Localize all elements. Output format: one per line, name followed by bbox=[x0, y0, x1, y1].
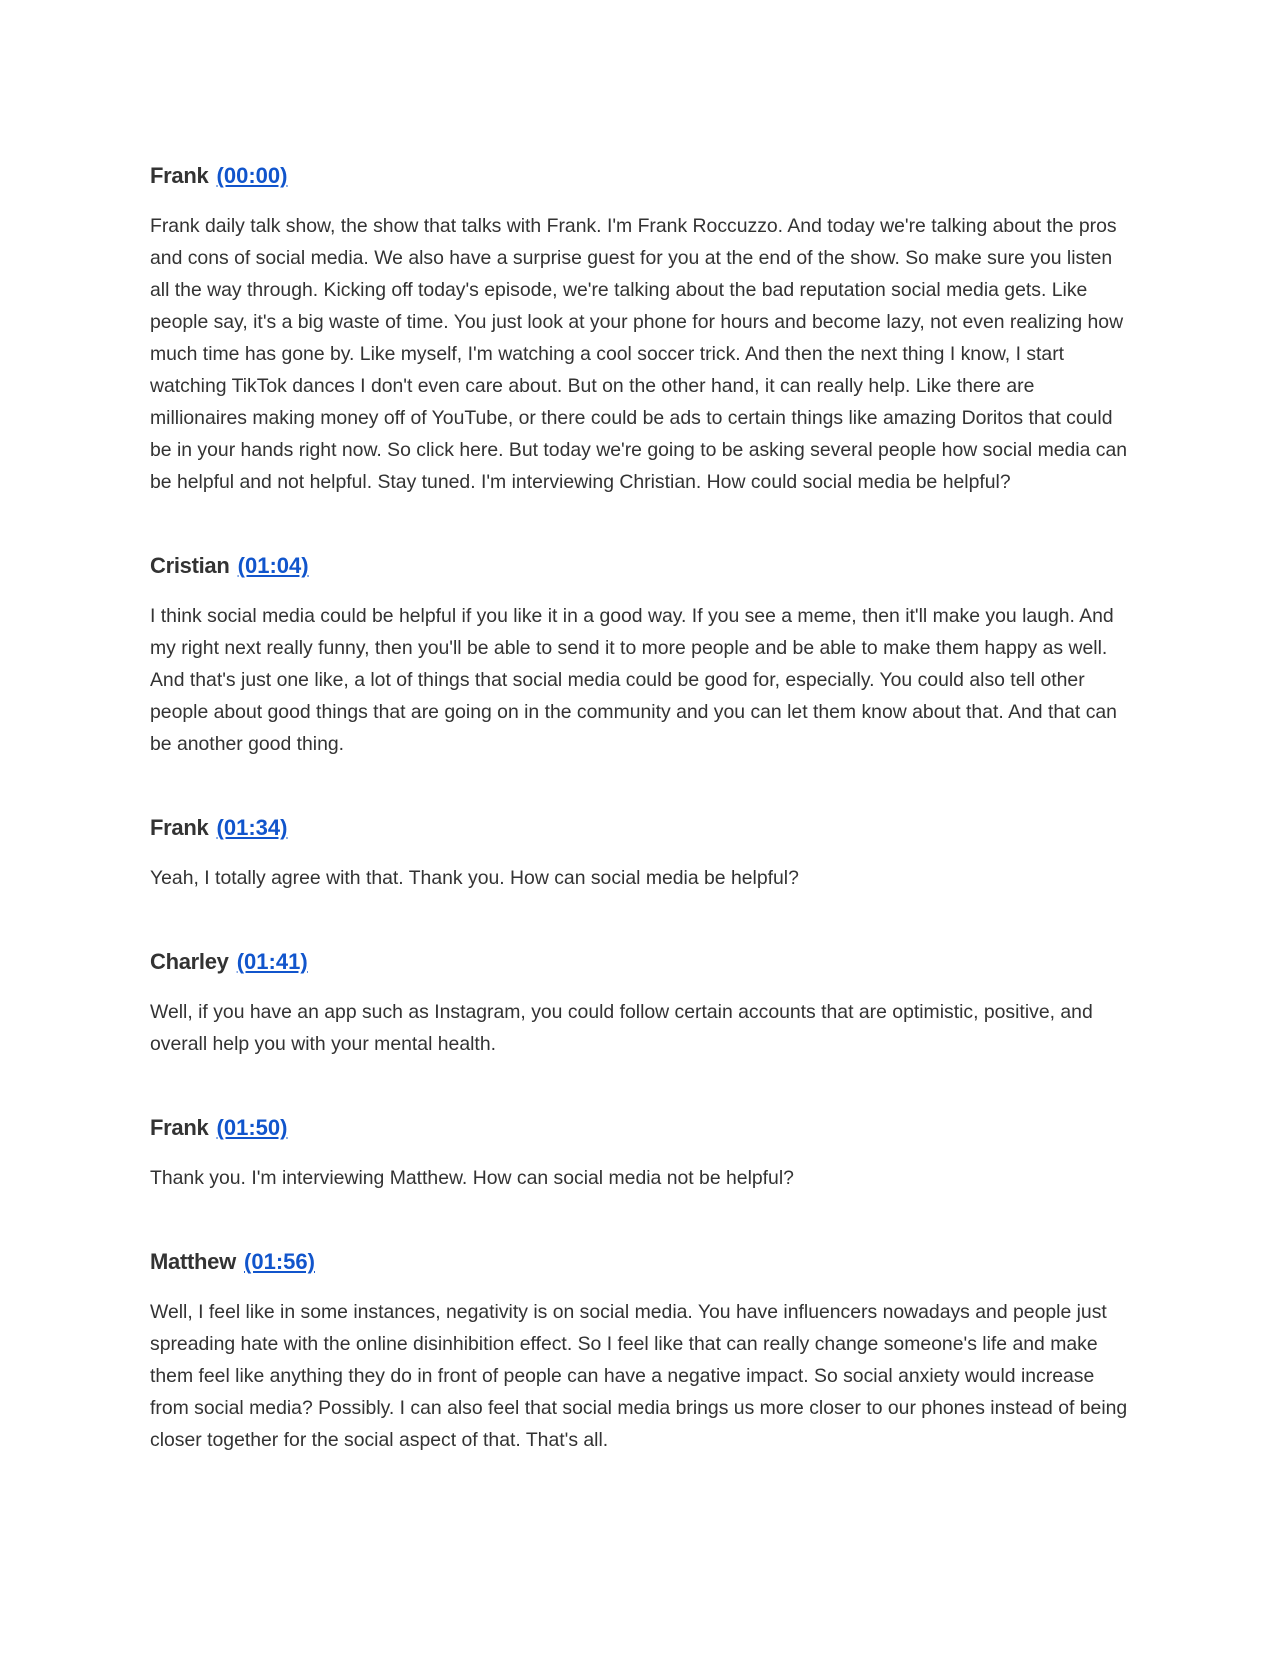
entry-spacer bbox=[150, 1060, 1130, 1108]
utterance-text: Frank daily talk show, the show that talks with Frank. I'm Frank Roccuzzo. And today we're talking about the pros and cons of social media. We also have a surprise guest for you at the end of the show. So make sure you listen all the way through. Kicking off today's episode, we're talking about the bad reputation social media gets. Like people say, it's a big waste of time. You just look at your phone for hours and become lazy, not even realizing how much time has gone by. Like myself, I'm watching a cool soccer trick. And then the next thing I know, I start watching TikTok dances I don't even care about. But on the other hand, it can really help. Like there are millionaires making money off of YouTube, or there could be ads to certain things like amazing Doritos that could be in your hands right now. So click here. But today we're going to be asking several people how social media can be helpful and not helpful. Stay tuned. I'm interviewing Christian. How could social media be helpful? bbox=[150, 215, 1128, 493]
timestamp-link[interactable]: (01:04) bbox=[237, 553, 309, 578]
utterance-text: Well, I feel like in some instances, negativity is on social media. You have influencers nowadays and people just spreading hate with the online disinhibition effect. So I feel like that can really change someone's life and make them feel like anything they do in front of people can have a negative impact. So social anxiety would increase from social media? Possibly. I can also feel that social media brings us more closer to our phones instead of being closer together for the social aspect of that. That's all. bbox=[150, 1301, 1128, 1451]
timestamp-link[interactable]: (01:56) bbox=[244, 1249, 315, 1274]
speaker-name: Frank bbox=[150, 815, 209, 840]
speaker-name: Frank bbox=[150, 1115, 209, 1140]
utterance-text: Well, if you have an app such as Instagram, you could follow certain accounts that are optimistic, positive, and overall help you with your mental health. bbox=[150, 1001, 1093, 1055]
speaker-name: Frank bbox=[150, 163, 209, 188]
speaker-heading bbox=[150, 808, 1130, 848]
utterance-text: I think social media could be helpful if you like it in a good way. If you see a meme, then it'll make you laugh. And my right next really funny, then you'll be able to send it to more people and be able to make them happy as well. And that's just one like, a lot of things that social media could be good for, especially. You could also tell other people about good things that are going on in the community and you can let them know about that. And that can be another good thing. bbox=[150, 605, 1117, 755]
speaker-heading bbox=[150, 546, 1130, 586]
speaker-heading bbox=[150, 942, 1130, 982]
utterance-text: Yeah, I totally agree with that. Thank you. How can social media be helpful? bbox=[150, 867, 799, 889]
speaker-heading bbox=[150, 156, 1130, 196]
speaker-name: Cristian bbox=[150, 553, 230, 578]
utterance-text: Thank you. I'm interviewing Matthew. How can social media not be helpful? bbox=[150, 1167, 794, 1189]
speaker-heading bbox=[150, 1242, 1130, 1282]
timestamp-link[interactable]: (00:00) bbox=[216, 163, 288, 188]
entry-spacer bbox=[150, 498, 1130, 546]
transcript-entry bbox=[150, 942, 1130, 1060]
entry-spacer bbox=[150, 1194, 1130, 1242]
speaker-heading bbox=[150, 1108, 1130, 1148]
timestamp-link[interactable]: (01:34) bbox=[216, 815, 288, 840]
transcript-entry bbox=[150, 808, 1130, 894]
transcript-entry bbox=[150, 546, 1130, 760]
transcript-entry bbox=[150, 156, 1130, 498]
transcript-entry bbox=[150, 1242, 1130, 1456]
speaker-name: Charley bbox=[150, 949, 229, 974]
entry-spacer bbox=[150, 894, 1130, 942]
entry-spacer bbox=[150, 760, 1130, 808]
timestamp-link[interactable]: (01:50) bbox=[216, 1115, 288, 1140]
speaker-name: Matthew bbox=[150, 1249, 236, 1274]
transcript-entry bbox=[150, 1108, 1130, 1194]
timestamp-link[interactable]: (01:41) bbox=[236, 949, 308, 974]
transcript-page bbox=[150, 156, 1130, 1456]
